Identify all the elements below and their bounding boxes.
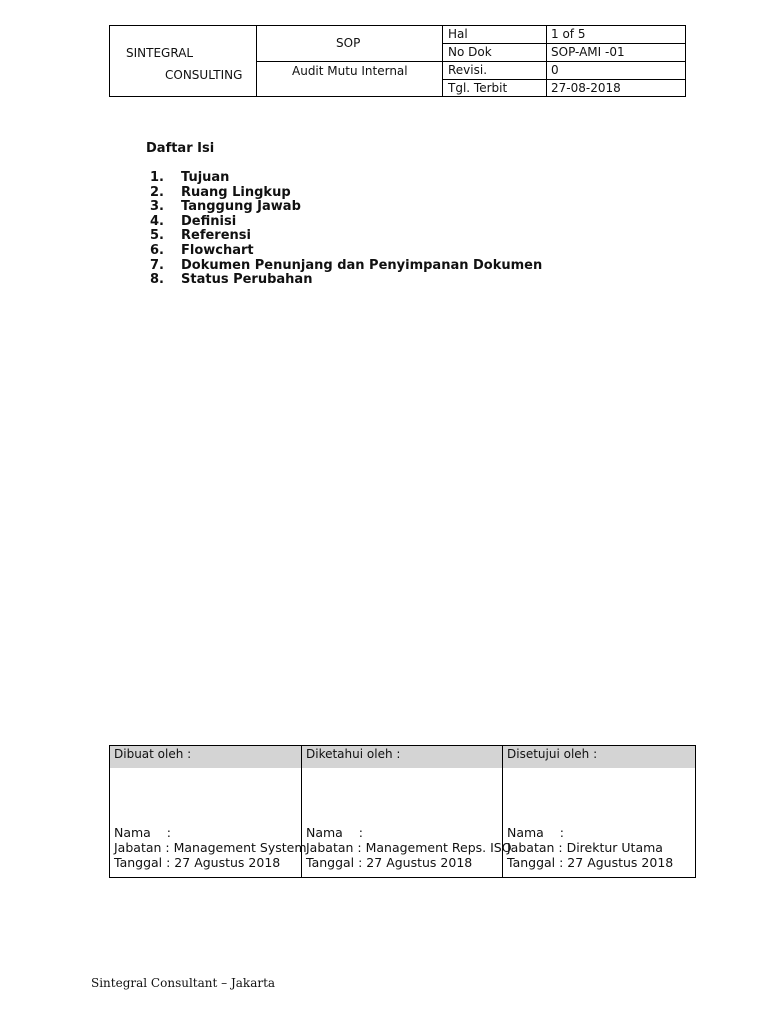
approval-column-acknowledged bbox=[302, 746, 512, 877]
tgl-terbit-value: 27-08-2018 bbox=[551, 81, 621, 95]
toc-item-number: 5. bbox=[150, 228, 164, 244]
toc-item bbox=[150, 186, 542, 201]
company-subtitle: CONSULTING bbox=[165, 68, 243, 82]
no-dok-label: No Dok bbox=[448, 45, 492, 59]
toc-list bbox=[150, 171, 542, 288]
tanggal-field: Tanggal : 27 Agustus 2018 bbox=[507, 855, 674, 870]
toc-item-number: 3. bbox=[150, 199, 164, 215]
header-divider bbox=[442, 43, 685, 44]
toc-item-label: Dokumen Penunjang dan Penyimpanan Dokumen bbox=[181, 257, 543, 273]
document-title: Audit Mutu Internal bbox=[292, 64, 408, 78]
company-name: SINTEGRAL bbox=[126, 46, 194, 60]
header-divider bbox=[442, 79, 685, 80]
tgl-terbit-label: Tgl. Terbit bbox=[448, 81, 508, 95]
hal-label: Hal bbox=[448, 27, 468, 41]
nama-field: Nama : bbox=[507, 825, 564, 840]
toc-item bbox=[150, 215, 542, 230]
tanggal-field: Tanggal : 27 Agustus 2018 bbox=[306, 855, 473, 870]
toc-item-label: Definisi bbox=[181, 213, 237, 229]
revisi-value: 0 bbox=[551, 63, 559, 77]
approval-table bbox=[109, 745, 696, 878]
toc-item-label: Tanggung Jawab bbox=[181, 199, 301, 215]
toc-item-label: Tujuan bbox=[181, 170, 230, 185]
toc-title: Daftar Isi bbox=[146, 141, 215, 156]
document-header-table bbox=[109, 25, 686, 97]
document-type: SOP bbox=[336, 36, 361, 50]
approval-details bbox=[507, 825, 673, 870]
revisi-label: Revisi. bbox=[448, 63, 488, 77]
toc-item-number: 8. bbox=[150, 272, 164, 288]
toc-item-label: Status Perubahan bbox=[181, 272, 313, 288]
approval-column-approved bbox=[503, 746, 695, 877]
jabatan-field: Jabatan : Management System bbox=[114, 840, 307, 855]
approval-column-header: Diketahui oleh : bbox=[302, 746, 502, 768]
toc-item-label: Flowchart bbox=[181, 242, 254, 258]
nama-field: Nama : bbox=[306, 825, 363, 840]
nama-field: Nama : bbox=[114, 825, 171, 840]
toc-item-number: 4. bbox=[150, 213, 164, 229]
toc-item-number: 1. bbox=[150, 170, 164, 185]
toc-item-number: 2. bbox=[150, 184, 164, 200]
header-divider bbox=[256, 61, 685, 62]
tanggal-field: Tanggal : 27 Agustus 2018 bbox=[114, 855, 281, 870]
approval-details bbox=[306, 825, 512, 870]
toc-item bbox=[150, 259, 542, 274]
toc-item bbox=[150, 200, 542, 215]
toc-item bbox=[150, 229, 542, 244]
hal-value: 1 of 5 bbox=[551, 27, 586, 41]
approval-details bbox=[114, 825, 307, 870]
no-dok-value: SOP-AMI -01 bbox=[551, 45, 625, 59]
approval-column-prepared bbox=[110, 746, 307, 877]
approval-column-header: Dibuat oleh : bbox=[110, 746, 301, 768]
approval-column-header: Disetujui oleh : bbox=[503, 746, 695, 768]
toc-item bbox=[150, 171, 542, 186]
toc-item bbox=[150, 273, 542, 288]
jabatan-field: Jabatan : Management Reps. ISO bbox=[306, 840, 512, 855]
page-footer: Sintegral Consultant – Jakarta bbox=[91, 976, 276, 990]
toc-item bbox=[150, 244, 542, 259]
toc-item-label: Referensi bbox=[181, 228, 251, 244]
toc-item-label: Ruang Lingkup bbox=[181, 184, 291, 200]
toc-item-number: 7. bbox=[150, 257, 164, 273]
jabatan-field: Jabatan : Direktur Utama bbox=[507, 840, 663, 855]
toc-item-number: 6. bbox=[150, 242, 164, 258]
